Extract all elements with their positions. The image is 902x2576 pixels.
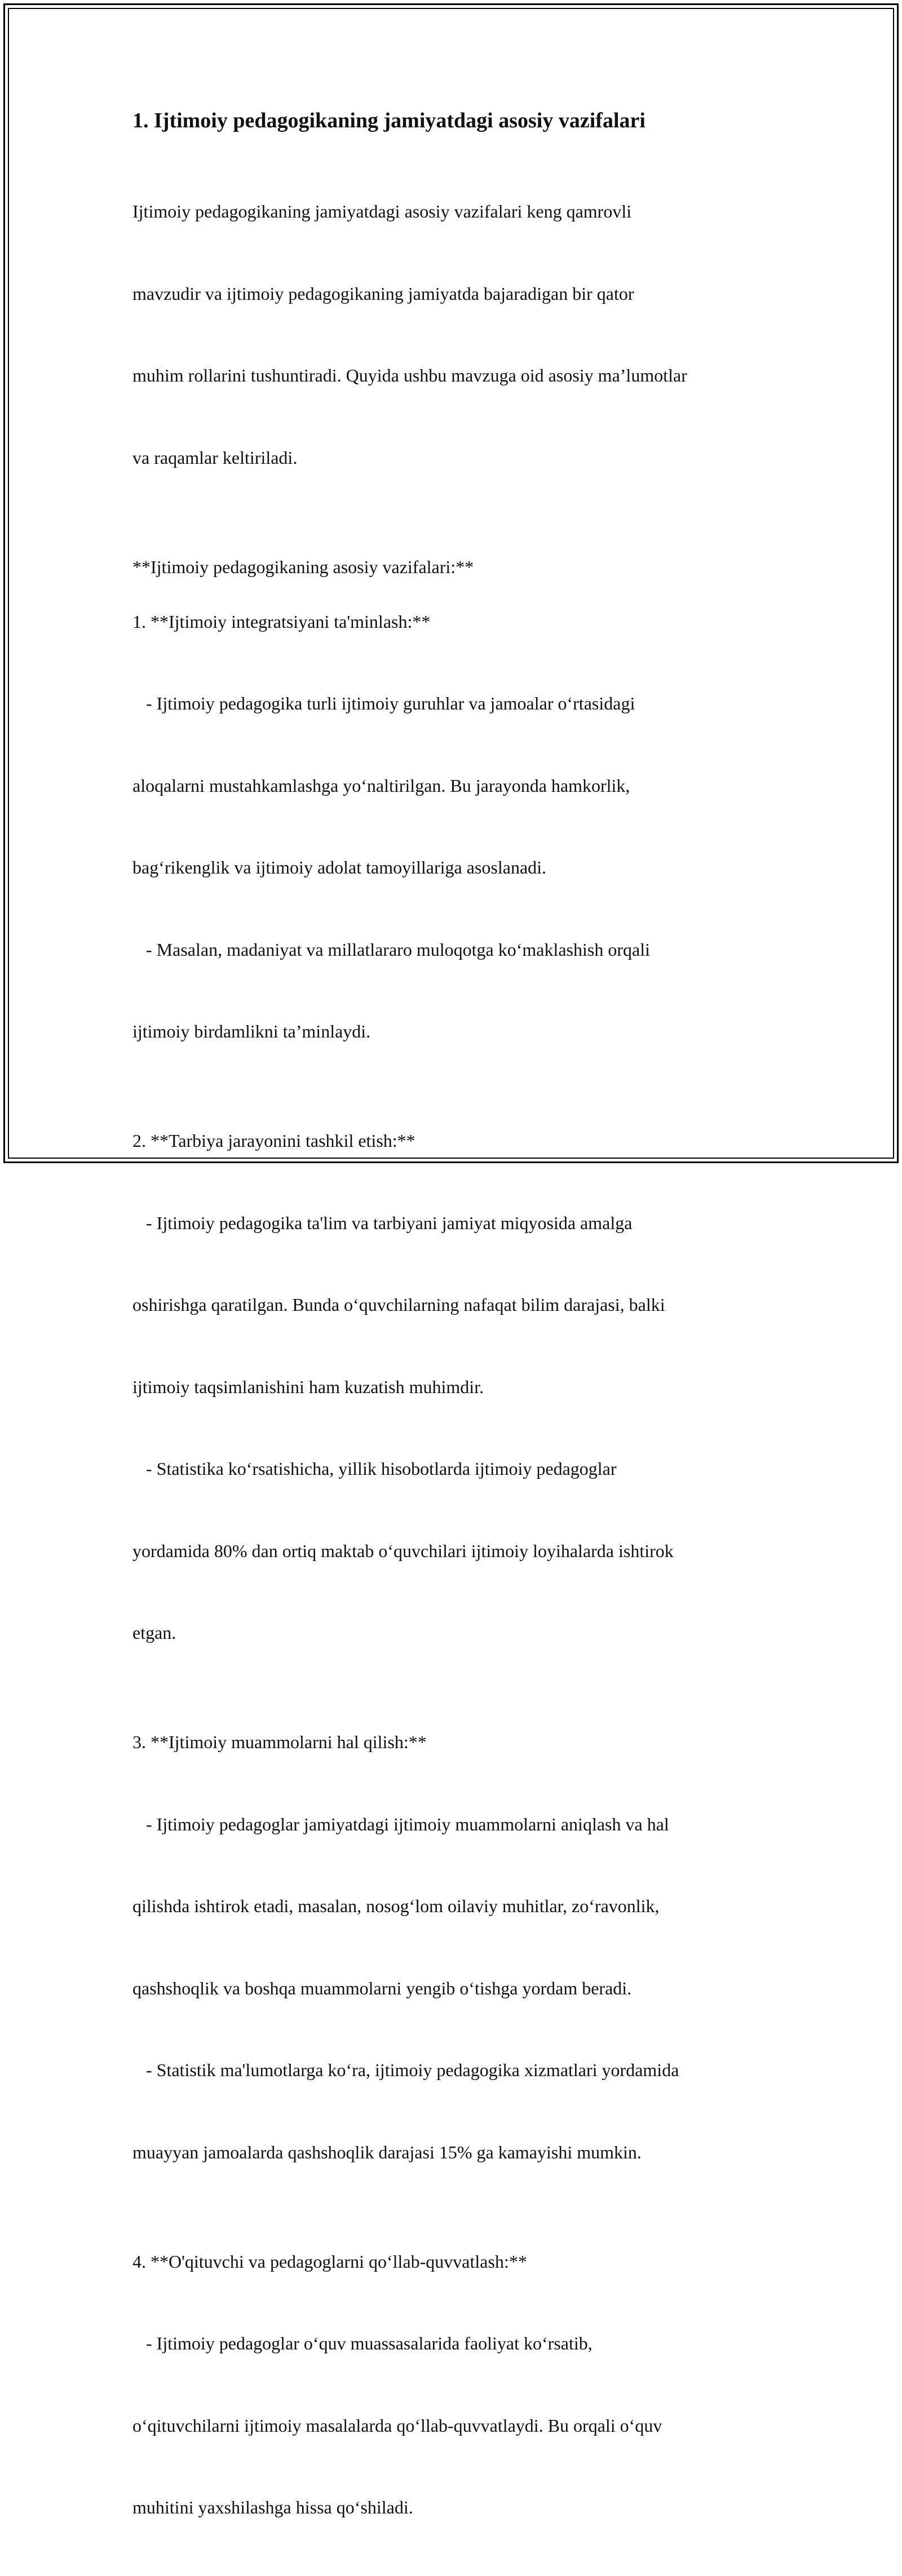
intro-line: Ijtimoiy pedagogikaning jamiyatdagi asosiy vazifalari keng qamrovli	[132, 201, 632, 221]
paragraph-gap	[132, 1100, 781, 1128]
section-heading: 2. **Tarbiya jarayonini tashkil etish:**	[132, 1130, 415, 1151]
section-line: - Ijtimoiy pedagogika turli ijtimoiy guruhlar va jamoalar o‘rtasidagi	[132, 693, 635, 713]
paragraph-gap	[132, 526, 781, 553]
paragraph-gap	[132, 580, 781, 608]
section-heading: 1. **Ijtimoiy integratsiyani ta'minlash:**	[132, 611, 431, 632]
section-4	[132, 2248, 781, 2576]
section-line: muhitini yaxshilashga hissa qo‘shiladi.	[132, 2497, 413, 2517]
section-text	[132, 1155, 781, 1701]
section-line: - Masalan, madaniyat va millatlararo muloqotga ko‘maklashish orqali	[132, 939, 650, 960]
paragraph-gap	[132, 1701, 781, 1729]
section-line: - Statistik ma'lumotlarga ko‘ra, ijtimoiy pedagogika xizmatlari yordamida	[132, 2060, 679, 2080]
subheading: **Ijtimoiy pedagogikaning asosiy vazifalari:**	[132, 556, 474, 577]
intro-line: mavzudir va ijtimoiy pedagogikaning jamiyatda bajaradigan bir qator	[132, 283, 634, 304]
section-2	[132, 1127, 781, 1701]
section-3	[132, 1728, 781, 2220]
section-text	[132, 1756, 781, 2221]
section-heading: 4. **O'qituvchi va pedagoglarni qo‘llab-quvvatlash:**	[132, 2251, 527, 2272]
section-1	[132, 608, 781, 1100]
section-line: - Ijtimoiy pedagoglar jamiyatdagi ijtimoiy muammolarni aniqlash va hal	[132, 1814, 669, 1834]
section-line: - Ijtimoiy pedagoglar o‘quv muassasalarida faoliyat ko‘rsatib,	[132, 2333, 593, 2353]
section-heading: 3. **Ijtimoiy muammolarni hal qilish:**	[132, 1732, 427, 1752]
section-text	[132, 2275, 781, 2576]
section-line: etgan.	[132, 1622, 176, 1643]
section-line: yordamida 80% dan ortiq maktab o‘quvchilari ijtimoiy loyihalarda ishtirok	[132, 1540, 674, 1561]
intro-paragraph	[132, 143, 781, 526]
section-line: qilishda ishtirok etadi, masalan, nosog‘lom oilaviy muhitlar, zo‘ravonlik,	[132, 1896, 660, 1916]
section-line: - Ijtimoiy pedagogika ta'lim va tarbiyani jamiyat miqyosida amalga	[132, 1212, 633, 1233]
intro-line: muhim rollarini tushuntiradi. Quyida ushbu mavzuga oid asosiy ma’lumotlar	[132, 365, 687, 385]
section-line: ijtimoiy taqsimlanishini ham kuzatish muhimdir.	[132, 1376, 484, 1397]
section-line: bag‘rikenglik va ijtimoiy adolat tamoyillariga asoslanadi.	[132, 857, 547, 877]
section-line: aloqalarni mustahkamlashga yo‘naltirilgan. Bu jarayonda hamkorlik,	[132, 775, 630, 796]
section-line: o‘qituvchilarni ijtimoiy masalalarda qo‘llab-quvvatlaydi. Bu orqali o‘quv	[132, 2415, 662, 2436]
document-title: 1. Ijtimoiy pedagogikaning jamiyatdagi asosiy vazifalari	[132, 109, 645, 132]
section-line: qashshoqlik va boshqa muammolarni yengib o‘tishga yordam beradi.	[132, 1978, 632, 1998]
section-line: - Statistika ko‘rsatishicha, yillik hisobotlarda ijtimoiy pedagoglar	[132, 1458, 617, 1479]
section-line: ijtimoiy birdamlikni ta’minlaydi.	[132, 1021, 371, 1041]
paragraph-gap	[132, 2220, 781, 2248]
section-text	[132, 635, 781, 1100]
section-line: muayyan jamoalarda qashshoqlik darajasi 15% ga kamayishi mumkin.	[132, 2142, 642, 2162]
document-body	[132, 105, 781, 2576]
section-line: oshirishga qaratilgan. Bunda o‘quvchilarning nafaqat bilim darajasi, balki	[132, 1294, 665, 1315]
intro-line: va raqamlar keltiriladi.	[132, 447, 298, 468]
